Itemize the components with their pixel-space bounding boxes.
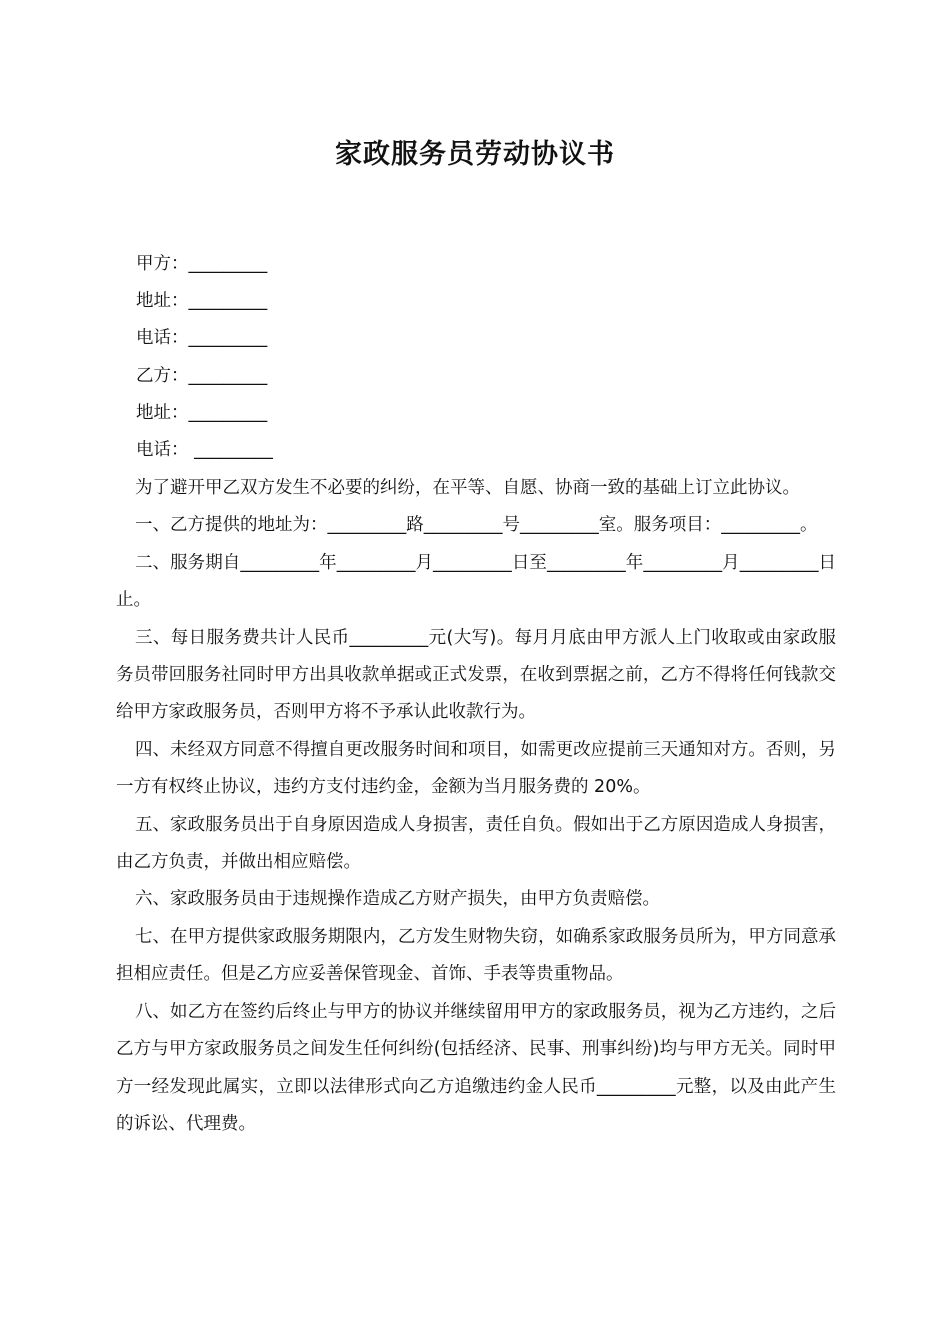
party-a-name-field: 甲方：_________: [136, 254, 268, 274]
clause-5-injury: 五、家政服务员出于自身原因造成人身损害，责任自负。假如出于乙方原因造成人身损害，由乙方负责，并做出相应赔偿。: [116, 814, 836, 873]
document-title: 家政服务员劳动协议书: [335, 139, 615, 170]
party-a-phone-field: 电话：_________: [136, 328, 268, 348]
party-a-address-field: 地址：_________: [136, 291, 268, 311]
agreement-body: [116, 470, 836, 1143]
clause-7-theft: 七、在甲方提供家政服务期限内，乙方发生财物失窃，如确系家政服务员所为，甲方同意承担相应责任。但是乙方应妥善保管现金、首饰、手表等贵重物品。: [116, 926, 836, 985]
party-b-name-field: 乙方：_________: [136, 366, 268, 386]
preamble-paragraph: 为了避开甲乙双方发生不必要的纠纷，在平等、自愿、协商一致的基础上订立此协议。: [135, 478, 800, 498]
clause-3-service-fee: 三、每日服务费共计人民币_________元(大写)。每月月底由甲方派人上门收取或由家政服务员带回服务社同时甲方出具收款单据或正式发票，在收到票据之前，乙方不得将任何钱款交给甲方家政服务员，否则甲方将不予承认此收款行为。: [116, 627, 836, 723]
clause-1-address: 一、乙方提供的地址为：_________路_________号_________室。服务项目：_________。: [135, 515, 818, 536]
clause-8-breach: 八、如乙方在签约后终止与甲方的协议并继续留用甲方的家政服务员，视为乙方违约，之后乙方与甲方家政服务员之间发生任何纠纷(包括经济、民事、刑事纠纷)均与甲方无关。同时甲方一经发现此属实，立即以法律形式向乙方追缴违约金人民币_________元整，以及由此产生的诉讼、代理费。: [116, 1001, 836, 1134]
clause-2-service-period: 二、服务期自_________年_________月_________日至_________年_________月_________日止。: [116, 552, 836, 611]
party-b-phone-field: 电话： _________: [136, 440, 273, 460]
party-b-address-field: 地址：_________: [136, 403, 268, 423]
clause-4-changes: 四、未经双方同意不得擅自更改服务时间和项目，如需更改应提前三天通知对方。否则，另一方有权终止协议，违约方支付违约金，金额为当月服务费的 20%。: [116, 739, 836, 798]
clause-6-property-damage: 六、家政服务员由于违规操作造成乙方财产损失，由甲方负责赔偿。: [135, 889, 660, 910]
